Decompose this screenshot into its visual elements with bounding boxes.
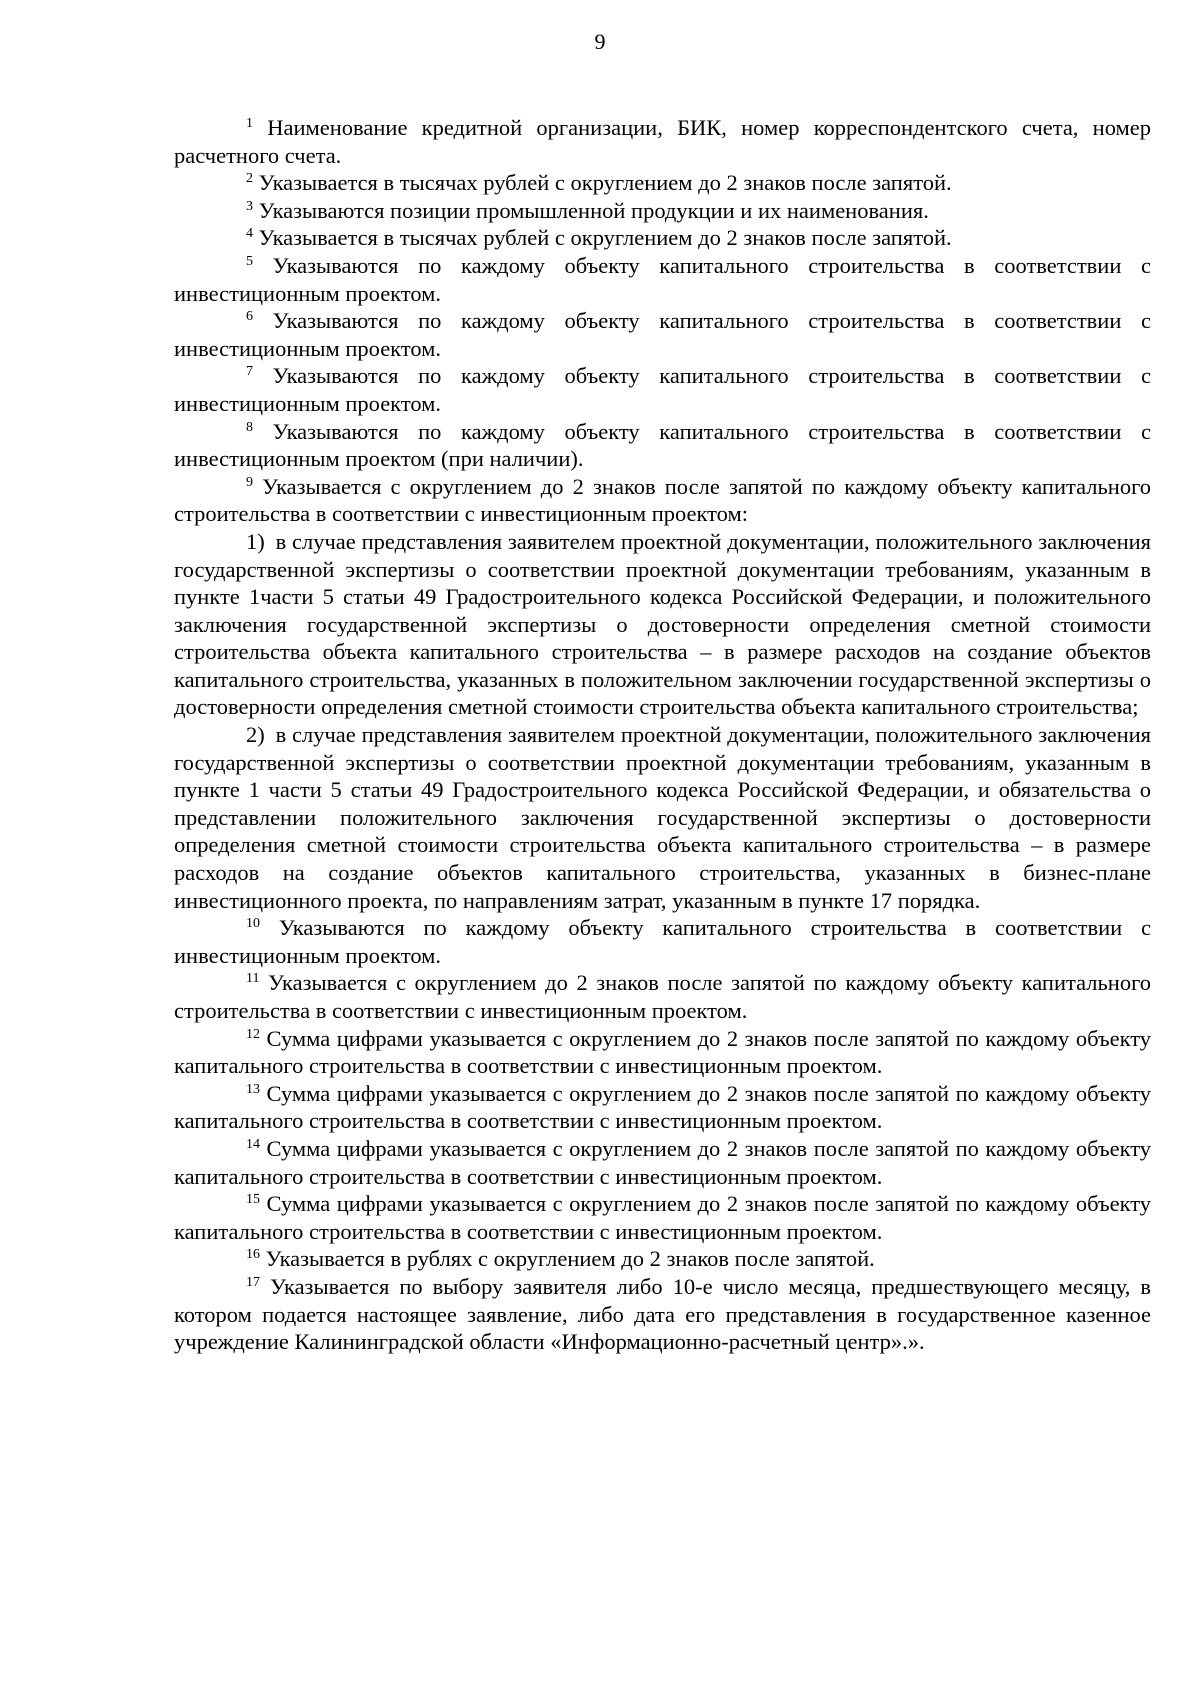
footnote-mark: 10 (246, 916, 260, 932)
footnote-mark: 11 (246, 971, 260, 987)
footnote-text: Указывается с округлением до 2 знаков после запятой по каждому объекту капитального строительства в соответствии с инвестиционным проектом. (174, 970, 1152, 1023)
footnote-3 (174, 197, 1151, 225)
footnote-mark: 16 (246, 1247, 260, 1263)
footnote-mark: 12 (246, 1026, 260, 1042)
footnote-text: Указывается в тысячах рублей с округлением до 2 знаков после запятой. (258, 225, 952, 251)
footnote-mark: 13 (246, 1081, 260, 1097)
footnote-mark: 6 (246, 309, 253, 325)
footnote-mark: 1 (246, 116, 253, 131)
footnote-mark: 9 (246, 474, 253, 490)
footnote-mark: 15 (246, 1192, 260, 1208)
footnote-text: Указываются по каждому объекту капитального строительства в соответствии с инвестиционным проектом (при наличии). (174, 418, 1151, 472)
footnote-text: Указываются по каждому объекту капитального строительства в соответствии с инвестиционным проектом. (174, 915, 1151, 968)
footnote-text: Сумма цифрами указывается с округлением до 2 знаков после запятой по каждому объекту капитального строительства в соответствии с инвестиционным проектом. (174, 1025, 1151, 1079)
footnote-17 (174, 1273, 1151, 1356)
footnote-mark: 14 (246, 1136, 260, 1152)
footnote-text: Указываются по каждому объекту капитального строительства в соответствии с инвестиционным проектом. (174, 252, 1151, 306)
footnote-9-item-2 (174, 721, 1151, 914)
item-text: в случае представления заявителем проектной документации, положительного заключения государственной экспертизы о соответствии проектной документации требованиям, указанным в пункте 1 части 5 статьи 49 Градостроительного кодекса Российской Федерации, и обязательства о представлении положительного заключения государственной экспертизы о достоверности определения сметной стоимости строительства объекта капитального строительства – в размере расходов на создание объектов капитального строительства, указанных в бизнес-плане инвестиционного проекта, по направлениям затрат, указанным в пункте 17 порядка. (174, 722, 1152, 913)
footnote-text: Указывается с округлением до 2 знаков после запятой по каждому объекту капитального строительства в соответствии с инвестиционным проектом: (174, 473, 1151, 527)
footnote-mark: 4 (246, 226, 253, 242)
footnote-text: Указываются по каждому объекту капитального строительства в соответствии с инвестиционным проектом. (174, 363, 1151, 416)
footnote-mark: 2 (246, 171, 253, 187)
footnote-text: Сумма цифрами указывается с округлением до 2 знаков после запятой по каждому объекту капитального строительства в соответствии с инвестиционным проектом. (174, 1080, 1151, 1134)
footnote-7 (174, 362, 1151, 417)
footnote-mark: 17 (246, 1274, 260, 1290)
footnote-text: Указываются позиции промышленной продукции и их наименования. (258, 197, 929, 223)
footnote-11 (174, 969, 1151, 1024)
footnote-mark: 5 (246, 253, 253, 269)
footnote-text: Сумма цифрами указывается с округлением до 2 знаков после запятой по каждому объекту капитального строительства в соответствии с инвестиционным проектом. (174, 1135, 1151, 1189)
footnote-4 (174, 224, 1151, 252)
footnote-mark: 8 (246, 419, 253, 435)
footnote-text: Указывается в рублях с округлением до 2 знаков после запятой. (265, 1246, 875, 1272)
footnote-13 (174, 1080, 1151, 1135)
footnote-2 (174, 169, 1151, 197)
footnote-text: Наименование кредитной организации, БИК, номер корреспондентского счета, номер расчетного счета. (174, 115, 1152, 168)
item-label: 2) (246, 722, 265, 748)
footnote-text: Сумма цифрами указывается с округлением до 2 знаков после запятой по каждому объекту капитального строительства в соответствии с инвестиционным проектом. (174, 1191, 1151, 1244)
footnote-10 (174, 914, 1151, 969)
footnote-6 (174, 307, 1151, 362)
footnote-mark: 7 (246, 364, 253, 380)
footnote-9-item-1 (174, 528, 1151, 721)
footnote-5 (174, 252, 1151, 307)
footnote-14 (174, 1135, 1151, 1190)
footnote-15 (174, 1190, 1151, 1245)
footnote-1 (174, 114, 1151, 169)
footnotes-block (174, 114, 1151, 1356)
footnote-9 (174, 473, 1151, 528)
footnote-16 (174, 1245, 1151, 1273)
footnote-8 (174, 418, 1151, 473)
footnote-text: Указываются по каждому объекту капитального строительства в соответствии с инвестиционным проектом. (174, 308, 1151, 361)
footnote-12 (174, 1025, 1151, 1080)
footnote-text: Указывается в тысячах рублей с округлением до 2 знаков после запятой. (258, 170, 952, 196)
footnote-text: Указывается по выбору заявителя либо 10-е число месяца, предшествующего месяцу, в котором подается настоящее заявление, либо дата его представления в государственное казенное учреждение Калининградской области «Информационно-расчетный центр».». (174, 1273, 1151, 1355)
footnote-mark: 3 (246, 198, 253, 214)
item-text: в случае представления заявителем проектной документации, положительного заключения государственной экспертизы о соответствии проектной документации требованиям, указанным в пункте 1части 5 статьи 49 Градостроительного кодекса Российской Федерации, и положительного заключения государственной экспертизы о достоверности определения сметной стоимости строительства объекта капитального строительства – в размере расходов на создание объектов капитального строительства, указанных в положительном заключении государственной экспертизы о достоверности определения сметной стоимости строительства объекта капитального строительства; (174, 528, 1152, 720)
item-label: 1) (246, 528, 265, 554)
page-number: 9 (594, 29, 606, 54)
